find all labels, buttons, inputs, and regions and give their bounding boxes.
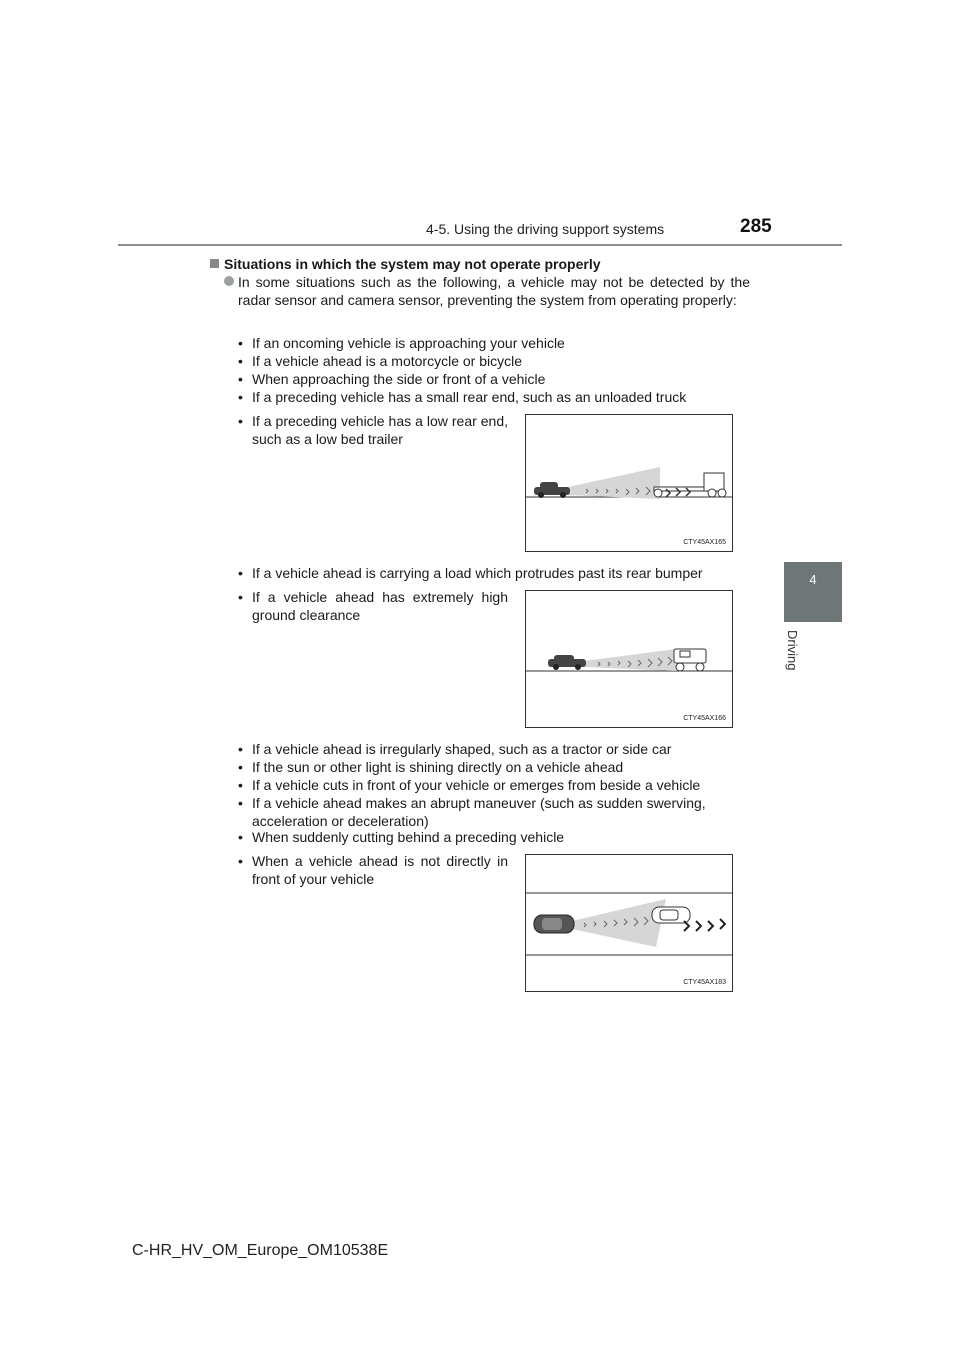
list-item: • If an oncoming vehicle is approaching your vehicle [238,335,565,351]
list-item: • If the sun or other light is shining directly on a vehicle ahead [238,759,624,775]
page-number: 285 [740,216,772,237]
list-item: • If a vehicle ahead is a motorcycle or bicycle [238,353,523,369]
chapter-tab [784,562,842,622]
list-item-not-direct: • When a vehicle ahead is not directly in front of your vehicle [238,853,508,887]
list-item-low-rear: • If a preceding vehicle has a low rear end, such as a low bed trailer [238,413,508,447]
figure-offset-vehicle [525,854,733,992]
list-item-high-clearance: • If a vehicle ahead has extremely high ground clearance [238,589,508,623]
list-item: • If a vehicle ahead makes an abrupt maneuver (such as sudden swerving, acceleration or deceleration) [238,795,706,829]
list-item-load: • If a vehicle ahead is carrying a load which protrudes past its rear bumper [238,565,703,581]
square-bullet-icon [210,259,219,268]
figure-code: CTY45AX165 [683,539,726,546]
figure-high-clearance [525,590,733,728]
low-bed-trailer-illustration [526,415,732,551]
heading-text: Situations in which the system may not operate properly [224,256,601,272]
round-bullet-icon [224,276,234,286]
intro-paragraph: In some situations such as the following, a vehicle may not be detected by the radar sensor and camera sensor, preventing the system from operating properly: [238,274,750,308]
figure-code: CTY45AX166 [683,715,726,722]
list-item: • When approaching the side or front of a vehicle [238,371,546,387]
chapter-label-container [784,630,804,690]
list-item: • If a vehicle ahead is irregularly shaped, such as a tractor or side car [238,741,672,757]
list-item: • If a vehicle cuts in front of your vehicle or emerges from beside a vehicle [238,777,701,793]
list-item: • When suddenly cutting behind a preceding vehicle [238,829,565,845]
section-heading [210,256,601,272]
high-clearance-illustration [526,591,732,727]
document-footer: C-HR_HV_OM_Europe_OM10538E [132,1242,389,1259]
figure-code: CTY45AX183 [683,979,726,986]
header-rule [118,244,842,246]
section-title: 4-5. Using the driving support systems [426,221,665,237]
chapter-label: Driving [785,630,800,671]
figure-low-bed-trailer [525,414,733,552]
list-item: • If a preceding vehicle has a small rear end, such as an unloaded truck [238,389,687,405]
offset-vehicle-illustration [526,855,732,991]
chapter-number: 4 [809,572,817,587]
